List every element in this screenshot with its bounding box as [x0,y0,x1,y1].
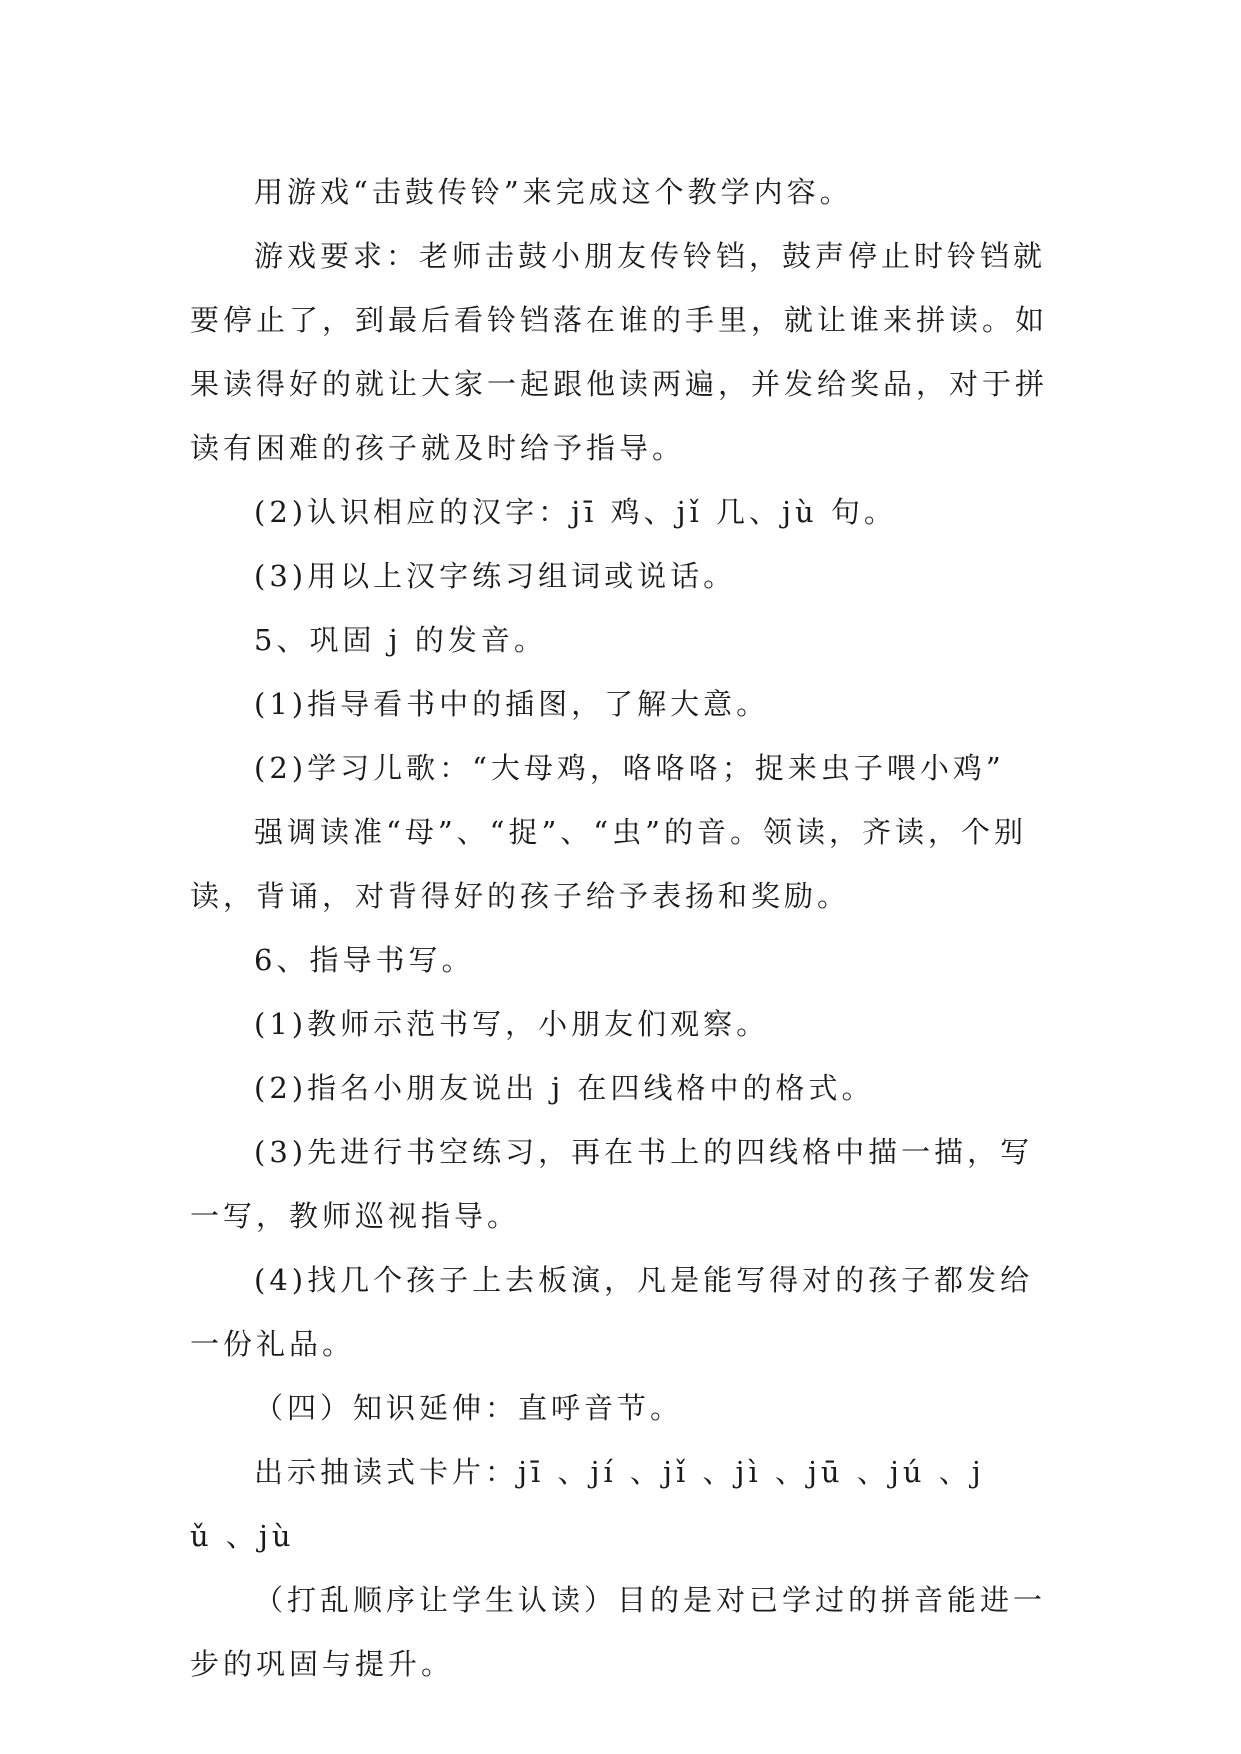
body-text-line: 用游戏“击鼓传铃”来完成这个教学内容。 [254,175,853,209]
section-heading: 5、巩固 j 的发音。 [254,623,547,657]
body-text-line: 读，背诵，对背得好的孩子给予表扬和奖励。 [190,879,851,913]
body-text-line: (2)学习儿歌：“大母鸡，咯咯咯；捉来虫子喂小鸡” [254,751,1005,785]
body-text-line: 果读得好的就让大家一起跟他读两遍，并发给奖品，对于拼 [190,367,1049,401]
body-text-line: (1)教师示范书写，小朋友们观察。 [254,1007,770,1041]
document-body [190,160,1050,1696]
body-text-line: (2)认识相应的汉字：jī 鸡、jǐ 几、jù 句。 [254,495,897,529]
body-text-line: (3)先进行书空练习，再在书上的四线格中描一描，写 [254,1135,1034,1169]
body-text-line: 步的巩固与提升。 [190,1647,455,1681]
body-text-line: (2)指名小朋友说出 j 在四线格中的格式。 [254,1071,875,1105]
section-heading: 6、指导书写。 [254,943,475,977]
body-text-line: (1)指导看书中的插图，了解大意。 [254,687,770,721]
body-text-line: 要停止了，到最后看铃铛落在谁的手里，就让谁来拼读。如 [190,303,1049,337]
body-text-line: 游戏要求：老师击鼓小朋友传铃铛，鼓声停止时铃铛就 [254,239,1047,273]
section-heading: （四）知识延伸：直呼音节。 [254,1391,684,1425]
body-text-line: 读有困难的孩子就及时给予指导。 [190,431,686,465]
body-text-line: (3)用以上汉字练习组词或说话。 [254,559,737,593]
body-text-line: 出示抽读式卡片：jī 、jí 、jǐ 、jì 、jū 、jú 、j [254,1455,985,1489]
body-text-line: （打乱顺序让学生认读）目的是对已学过的拼音能进一 [254,1583,1047,1617]
body-text-line: 一份礼品。 [190,1327,356,1361]
body-text-line: (4)找几个孩子上去板演，凡是能写得对的孩子都发给 [254,1263,1034,1297]
body-text-line: 一写，教师巡视指导。 [190,1199,521,1233]
body-text-line: 强调读准“母”、“捉”、“虫”的音。领读，齐读，个别 [254,815,1027,849]
body-text-line: ǔ 、jù [190,1519,295,1553]
